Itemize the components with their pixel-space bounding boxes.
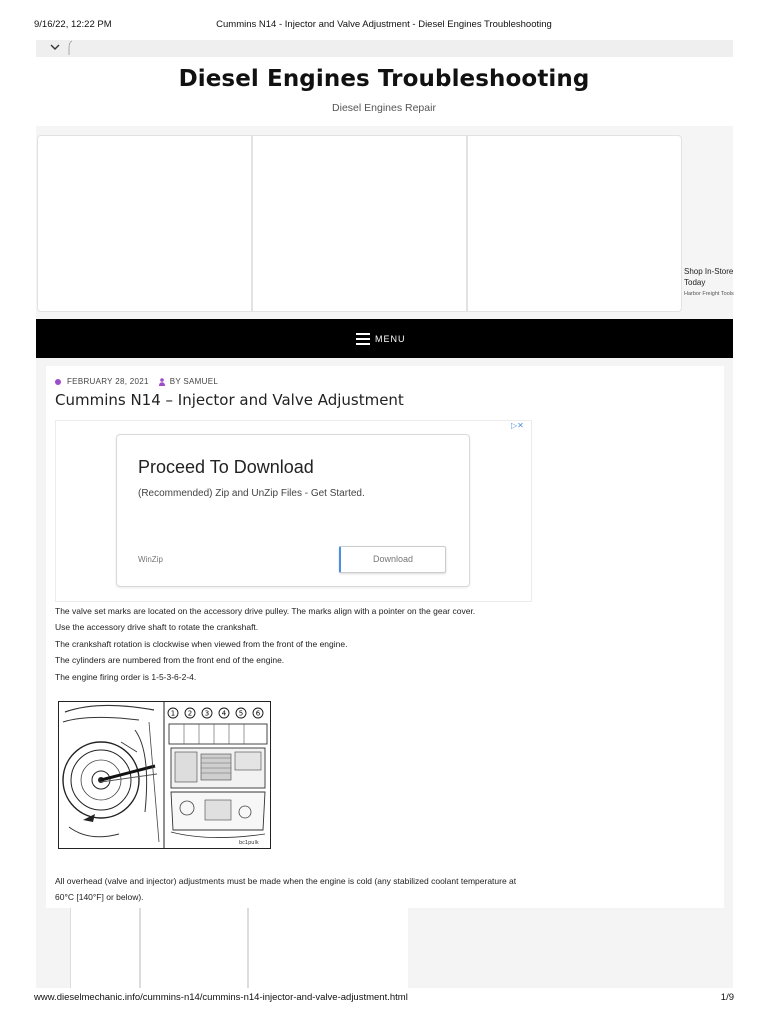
cylinder-label: 4 bbox=[221, 709, 227, 718]
post-date[interactable]: FEBRUARY 28, 2021 bbox=[67, 377, 149, 386]
ad-download-button[interactable]: Download bbox=[339, 546, 446, 573]
post-author[interactable]: BY SAMUEL bbox=[169, 377, 219, 386]
menu-label: MENU bbox=[375, 334, 406, 344]
print-url: www.dieselmechanic.info/cummins-n14/cummins-n14-injector-and-valve-adjustment.html bbox=[34, 992, 408, 1003]
post-title: Cummins N14 – Injector and Valve Adjustment bbox=[55, 391, 404, 409]
print-page-number: 1/9 bbox=[720, 992, 734, 1003]
cylinder-label: 5 bbox=[238, 709, 244, 718]
body-line: The valve set marks are located on the accessory drive pulley. The marks align with a pointer on the gear cover. bbox=[55, 606, 476, 616]
cylinder-label: 3 bbox=[204, 709, 210, 718]
ad-side-source: Harbor Freight Tools bbox=[684, 291, 734, 297]
person-icon bbox=[159, 378, 165, 386]
body-line: Use the accessory drive shaft to rotate the crankshaft. bbox=[55, 622, 259, 633]
engine-diagram bbox=[59, 702, 270, 848]
divider-hook-icon bbox=[66, 40, 76, 56]
ad-slot[interactable] bbox=[248, 908, 408, 988]
ad-slot[interactable] bbox=[37, 135, 252, 312]
adchoices-icon[interactable]: ▷✕ bbox=[511, 421, 524, 430]
site-title[interactable]: Diesel Engines Troubleshooting bbox=[178, 66, 590, 92]
print-header bbox=[0, 0, 768, 40]
ad-brand: WinZip bbox=[138, 555, 163, 564]
body-line: The engine firing order is 1-5-3-6-2-4. bbox=[55, 671, 197, 682]
print-datetime: 9/16/22, 12:22 PM bbox=[34, 19, 112, 30]
site-tagline: Diesel Engines Repair bbox=[332, 102, 436, 114]
ad-description: (Recommended) Zip and UnZip Files - Get Started. bbox=[138, 488, 365, 499]
ad-slot[interactable] bbox=[252, 135, 467, 312]
post-body bbox=[55, 603, 475, 685]
browser-toolbar bbox=[36, 40, 733, 57]
post-paragraph: All overhead (valve and injector) adjustments must be made when the engine is cold (any stabilized coolant temperature at 60°C [140°F] or below). bbox=[55, 876, 517, 903]
body-line: The cylinders are numbered from the front end of the engine. bbox=[55, 655, 285, 666]
ad-slot[interactable] bbox=[140, 908, 248, 988]
clock-icon bbox=[55, 379, 61, 385]
cylinder-label: 2 bbox=[187, 709, 193, 718]
cylinder-label: 1 bbox=[170, 709, 176, 718]
figure-code: bc1pulk bbox=[239, 840, 259, 846]
cylinder-label: 6 bbox=[255, 709, 261, 718]
ad-headline[interactable]: Proceed To Download bbox=[138, 457, 314, 477]
print-page-title: Cummins N14 - Injector and Valve Adjustment - Diesel Engines Troubleshooting bbox=[216, 19, 552, 30]
engine-diagram-figure bbox=[58, 701, 271, 849]
ad-side-title: Shop In-Store Today bbox=[684, 267, 734, 287]
body-line: The crankshaft rotation is clockwise when viewed from the front of the engine. bbox=[55, 638, 348, 649]
ad-slot[interactable] bbox=[70, 908, 140, 988]
menu-button[interactable] bbox=[356, 331, 406, 347]
ad-side-text[interactable] bbox=[684, 266, 734, 297]
ad-slot[interactable] bbox=[467, 135, 682, 312]
cylinder-number-labels bbox=[168, 708, 263, 718]
post-meta bbox=[55, 377, 218, 386]
chevron-down-icon[interactable] bbox=[48, 41, 62, 53]
menu-icon bbox=[356, 333, 370, 345]
